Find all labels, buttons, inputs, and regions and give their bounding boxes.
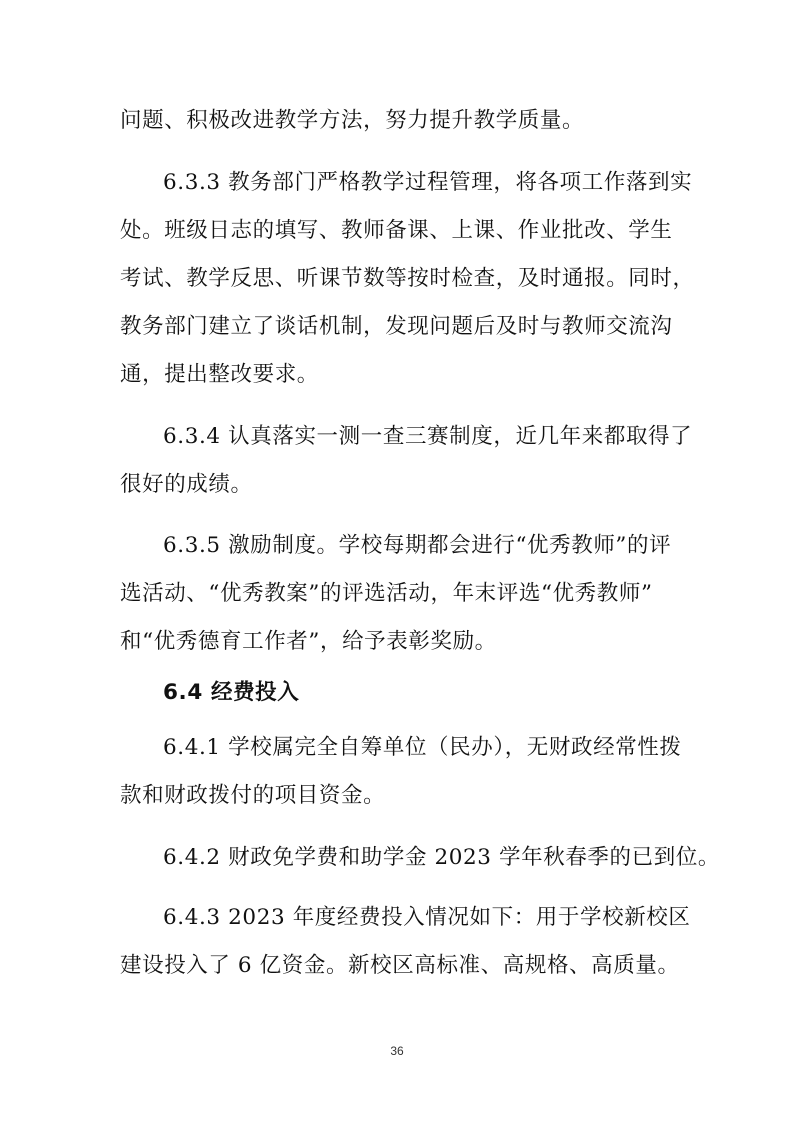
paragraph-line: 问题、积极改进教学方法，努力提升教学质量。: [120, 108, 585, 133]
paragraph-line: 6.3.3 教务部门严格教学过程管理，将各项工作落到实: [163, 170, 693, 195]
paragraph-line: 处。班级日志的填写、教师备课、上课、作业批改、学生: [120, 218, 673, 243]
paragraph-line: 通，提出整改要求。: [120, 362, 319, 387]
paragraph-line: 考试、教学反思、听课节数等按时检查，及时通报。同时，: [120, 266, 695, 291]
paragraph-line: 6.3.4 认真落实一测一查三赛制度，近几年来都取得了: [163, 424, 693, 449]
page-number: 36: [390, 1044, 404, 1058]
section-heading: 6.4 经费投入: [163, 680, 300, 705]
paragraph-line: 6.4.2 财政免学费和助学金 2023 学年秋春季的已到位。: [163, 845, 721, 870]
paragraph-line: 6.4.1 学校属完全自筹单位（民办），无财政经常性拨: [163, 735, 682, 760]
paragraph-line: 6.4.3 2023 年度经费投入情况如下：用于学校新校区: [163, 905, 691, 930]
paragraph-line: 选活动、“优秀教案”的评选活动，年末评选“优秀教师”: [120, 581, 653, 606]
paragraph-line: 6.3.5 激励制度。学校每期都会进行“优秀教师”的评: [163, 533, 672, 558]
paragraph-line: 教务部门建立了谈话机制，发现问题后及时与教师交流沟: [120, 314, 673, 339]
paragraph-line: 建设投入了 6 亿资金。新校区高标准、高规格、高质量。: [120, 953, 680, 978]
paragraph-line: 很好的成绩。: [120, 472, 253, 497]
paragraph-line: 和“优秀德育工作者”，给予表彰奖励。: [120, 629, 497, 654]
paragraph-line: 款和财政拨付的项目资金。: [120, 783, 386, 808]
